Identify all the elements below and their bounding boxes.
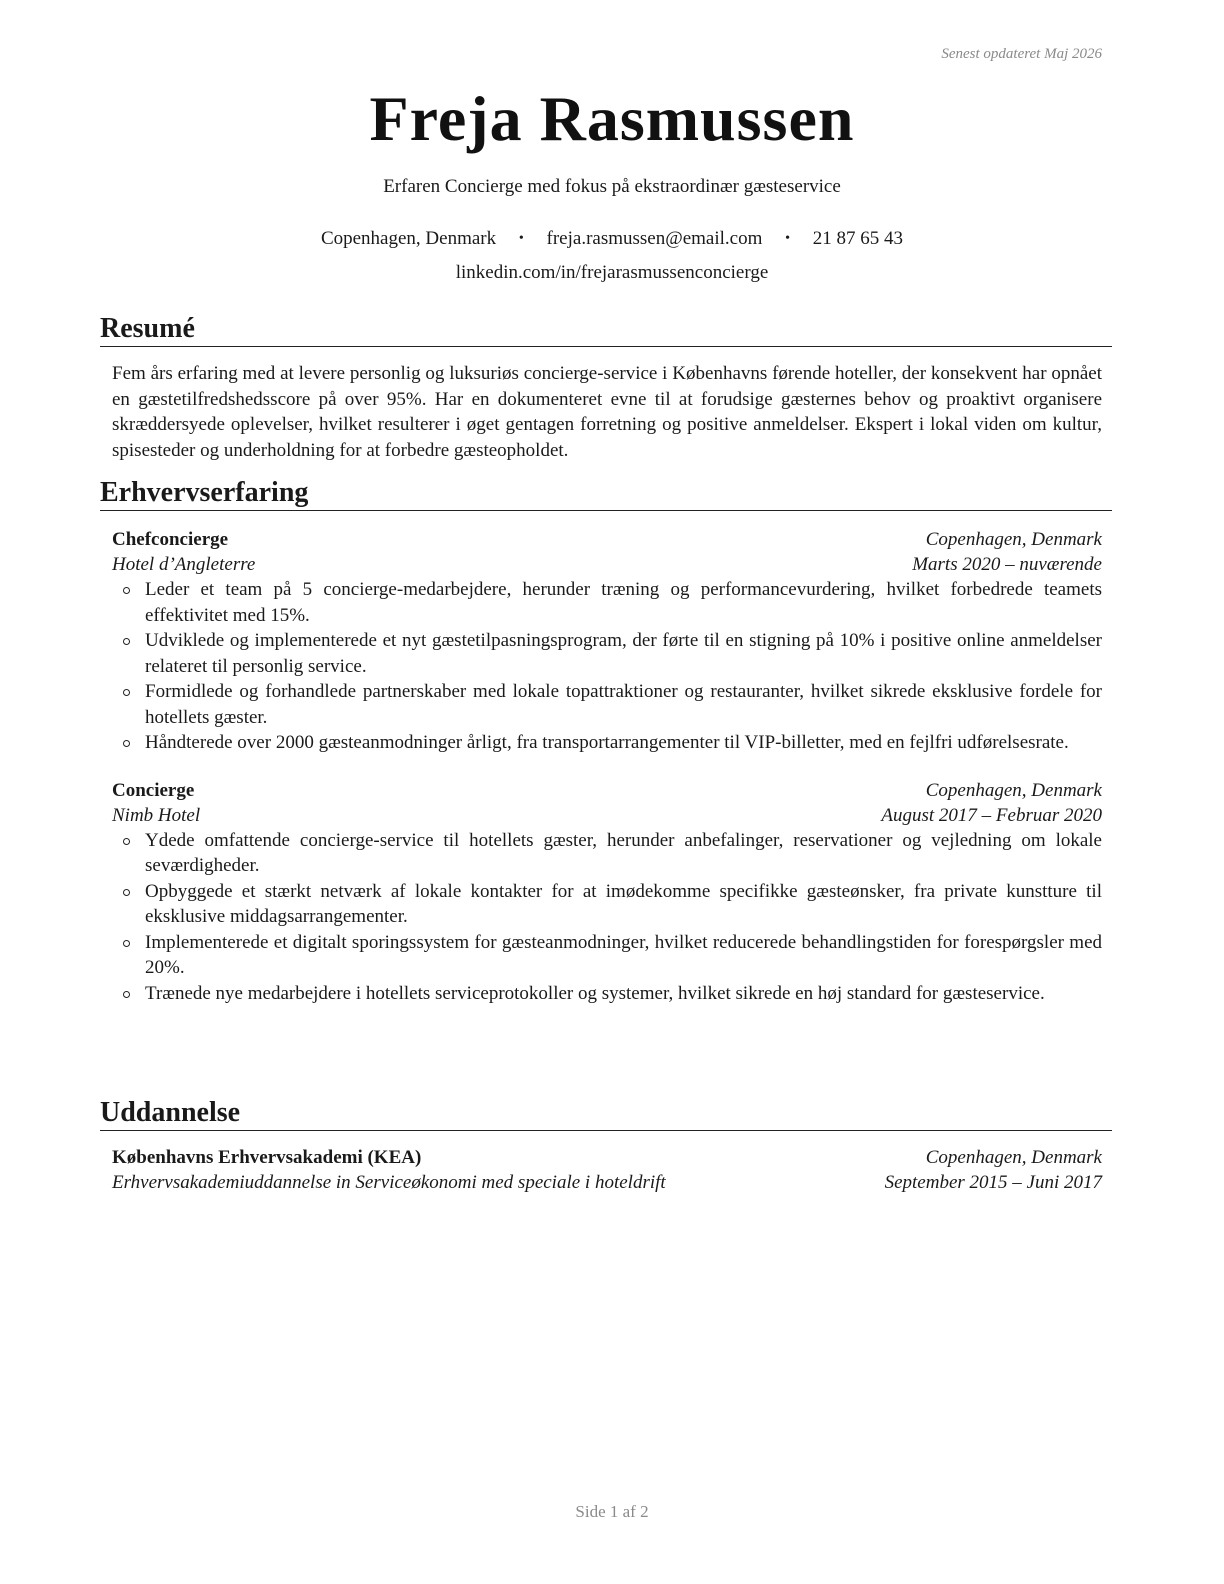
bullet-separator: • (518, 231, 524, 246)
job-location: Copenhagen, Denmark (925, 779, 1102, 801)
experience-section (100, 476, 1112, 1006)
summary-section (100, 312, 1112, 463)
job-bullets (112, 828, 1102, 1007)
list-item: Ydede omfattende concierge-service til hotellets gæster, herunder anbefalinger, reservationer og vejledning om lokale seværdigheder. (145, 828, 1102, 879)
list-item: Håndterede over 2000 gæsteanmodninger årligt, fra transportarrangementer til VIP-billetter, med en fejlfri udførelsesrate. (145, 730, 1102, 756)
candidate-name: Freja Rasmussen (369, 83, 855, 154)
list-item: Udviklede og implementerede et nyt gæstetilpasningsprogram, der førte til en stigning på 10% i positive online anmeldelser relateret til personlig service. (145, 628, 1102, 679)
list-item: Trænede nye medarbejdere i hotellets serviceprotokoller og systemer, hvilket sikrede en høj standard for gæsteservice. (145, 981, 1102, 1007)
contact-line (0, 228, 1224, 250)
education-section (100, 1096, 1112, 1195)
list-item: Implementerede et digitalt sporingssystem for gæsteanmodninger, hvilket reducerede behandlingstiden for forespørgsler med 20%. (145, 930, 1102, 981)
job-bullets (112, 577, 1102, 756)
education-degree: Erhvervsakademiuddannelse in Serviceøkonomi med speciale i hoteldrift (112, 1172, 666, 1193)
page-number: Side 1 af 2 (575, 1502, 649, 1521)
summary-text: Fem års erfaring med at levere personlig og luksuriøs concierge-service i Københavns førende hoteller, der konsekvent har opnået en gæstetilfredshedsscore på over 95%. Har en dokumenteret evne til at forudsige gæsternes behov og proaktivt organisere skræddersyede oplevelser, hvilket resulterer i øget gentagen forretning og positive anmeldelser. Ekspert i lokal viden om kultur, spisesteder og underholdning for at forbedre gæsteopholdet. (112, 363, 1102, 461)
job-employer: Hotel d’Angleterre (112, 554, 256, 575)
job-entry (112, 527, 1102, 756)
job-dates: Marts 2020 – nuværende (912, 554, 1102, 575)
contact-email[interactable]: freja.rasmussen@email.com (546, 228, 763, 249)
list-item: Formidlede og forhandlede partnerskaber med lokale topattraktioner og restauranter, hvilket sikrede eksklusive fordele for hotellets gæster. (145, 679, 1102, 730)
job-employer: Nimb Hotel (112, 804, 201, 826)
section-title-summary: Resumé (100, 312, 1112, 347)
job-role: Chefconcierge (112, 529, 229, 550)
job-dates: August 2017 – Februar 2020 (881, 804, 1102, 826)
education-entry (112, 1145, 1102, 1195)
section-title-education: Uddannelse (100, 1096, 1112, 1131)
contact-linkedin[interactable]: linkedin.com/in/frejarasmussenconcierge (455, 262, 769, 283)
job-role: Concierge (112, 779, 195, 801)
headline: Erfaren Concierge med fokus på ekstraordinær gæsteservice (383, 176, 841, 197)
education-location: Copenhagen, Denmark (925, 1147, 1102, 1168)
last-updated-note: Senest opdateret Maj 2026 (941, 46, 1102, 62)
list-item: Opbyggede et stærkt netværk af lokale kontakter for at imødekomme specifikke gæsteønsker, fra private kunstture til eksklusive middagsarrangementer. (145, 879, 1102, 930)
contact-location: Copenhagen, Denmark (320, 228, 497, 249)
job-entry (112, 778, 1102, 1007)
bullet-separator: • (785, 231, 791, 246)
education-dates: September 2015 – Juni 2017 (884, 1172, 1102, 1193)
contact-phone: 21 87 65 43 (812, 228, 904, 249)
section-title-experience: Erhvervserfaring (100, 476, 1112, 511)
list-item: Leder et team på 5 concierge-medarbejdere, herunder træning og performancevurdering, hvilket forbedrede teamets effektivitet med 15%. (145, 577, 1102, 628)
job-location: Copenhagen, Denmark (925, 529, 1102, 550)
education-school: Københavns Erhvervsakademi (KEA) (112, 1147, 422, 1168)
